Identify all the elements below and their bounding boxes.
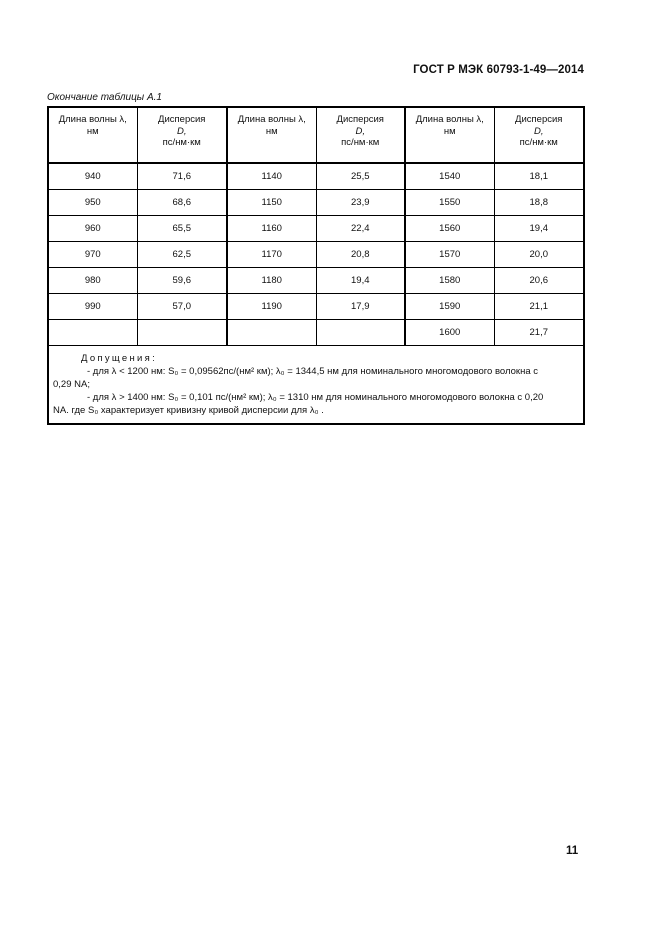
- header-wavelength: Длина волны λ, нм: [227, 107, 316, 163]
- table-cell: 65,5: [137, 216, 227, 242]
- table-row: [48, 163, 584, 190]
- assumptions-note: [48, 346, 584, 425]
- document-code: ГОСТ Р МЭК 60793-1-49—2014: [413, 64, 584, 76]
- table-row: [48, 268, 584, 294]
- table-cell: 19,4: [494, 216, 584, 242]
- table-cell: 68,6: [137, 190, 227, 216]
- header-wavelength: Длина волны λ, нм: [405, 107, 494, 163]
- table-row: [48, 294, 584, 320]
- table-row: [48, 216, 584, 242]
- table-cell: 970: [48, 242, 137, 268]
- note-line: 0,29 NA;: [53, 379, 90, 390]
- table-cell: 1160: [227, 216, 316, 242]
- table-cell: 17,9: [316, 294, 405, 320]
- table-cell: 1540: [405, 163, 494, 190]
- table-cell: [227, 320, 316, 346]
- table-cell: 23,9: [316, 190, 405, 216]
- table-cell: 1590: [405, 294, 494, 320]
- table-cell: 1190: [227, 294, 316, 320]
- table-cell: 1170: [227, 242, 316, 268]
- table-cell: 19,4: [316, 268, 405, 294]
- table-cell: 71,6: [137, 163, 227, 190]
- table-cell: 950: [48, 190, 137, 216]
- table-cell: 1580: [405, 268, 494, 294]
- table-cell: 18,1: [494, 163, 584, 190]
- table-cell: 20,8: [316, 242, 405, 268]
- table-row: [48, 242, 584, 268]
- table-header-row: [48, 107, 584, 163]
- header-wavelength: Длина волны λ, нм: [48, 107, 137, 163]
- table-cell: 59,6: [137, 268, 227, 294]
- table-cell: [316, 320, 405, 346]
- note-line: - для λ < 1200 нм: S₀ = 0,09562пс/(нм² км); λ₀ = 1344,5 нм для номинального многомодового волокна с: [87, 366, 538, 377]
- table-cell: [48, 320, 137, 346]
- table-cell: 940: [48, 163, 137, 190]
- table-row: [48, 190, 584, 216]
- table-cell: 18,8: [494, 190, 584, 216]
- table-cell: 25,5: [316, 163, 405, 190]
- table-cell: 1550: [405, 190, 494, 216]
- table-cell: 20,6: [494, 268, 584, 294]
- table-cell: 21,1: [494, 294, 584, 320]
- table-cell: 960: [48, 216, 137, 242]
- table-cell: 20,0: [494, 242, 584, 268]
- table-cell: 1180: [227, 268, 316, 294]
- table-cell: 57,0: [137, 294, 227, 320]
- notes-title: Допущения:: [81, 353, 158, 364]
- header-dispersion: Дисперсия D, пс/нм·км: [494, 107, 584, 163]
- table-cell: 62,5: [137, 242, 227, 268]
- header-dispersion: Дисперсия D, пс/нм·км: [137, 107, 227, 163]
- table-cell: 980: [48, 268, 137, 294]
- note-line: - для λ > 1400 нм: S₀ = 0,101 пс/(нм² км); λ₀ = 1310 нм для номинального многомодового волокна с 0,20: [87, 392, 544, 403]
- notes-row: [48, 346, 584, 425]
- dispersion-table: [47, 106, 585, 425]
- table-cell: 21,7: [494, 320, 584, 346]
- table-cell: 990: [48, 294, 137, 320]
- table-caption: Окончание таблицы А.1: [47, 92, 162, 103]
- header-dispersion: Дисперсия D, пс/нм·км: [316, 107, 405, 163]
- table-cell: 1600: [405, 320, 494, 346]
- note-line: NA. где S₀ характеризует кривизну кривой дисперсии для λ₀ .: [53, 405, 324, 416]
- page-number: 11: [566, 845, 579, 857]
- table-cell: 1140: [227, 163, 316, 190]
- table-cell: 1570: [405, 242, 494, 268]
- table-cell: 1560: [405, 216, 494, 242]
- table-row: [48, 320, 584, 346]
- table-cell: 22,4: [316, 216, 405, 242]
- table-cell: 1150: [227, 190, 316, 216]
- table-cell: [137, 320, 227, 346]
